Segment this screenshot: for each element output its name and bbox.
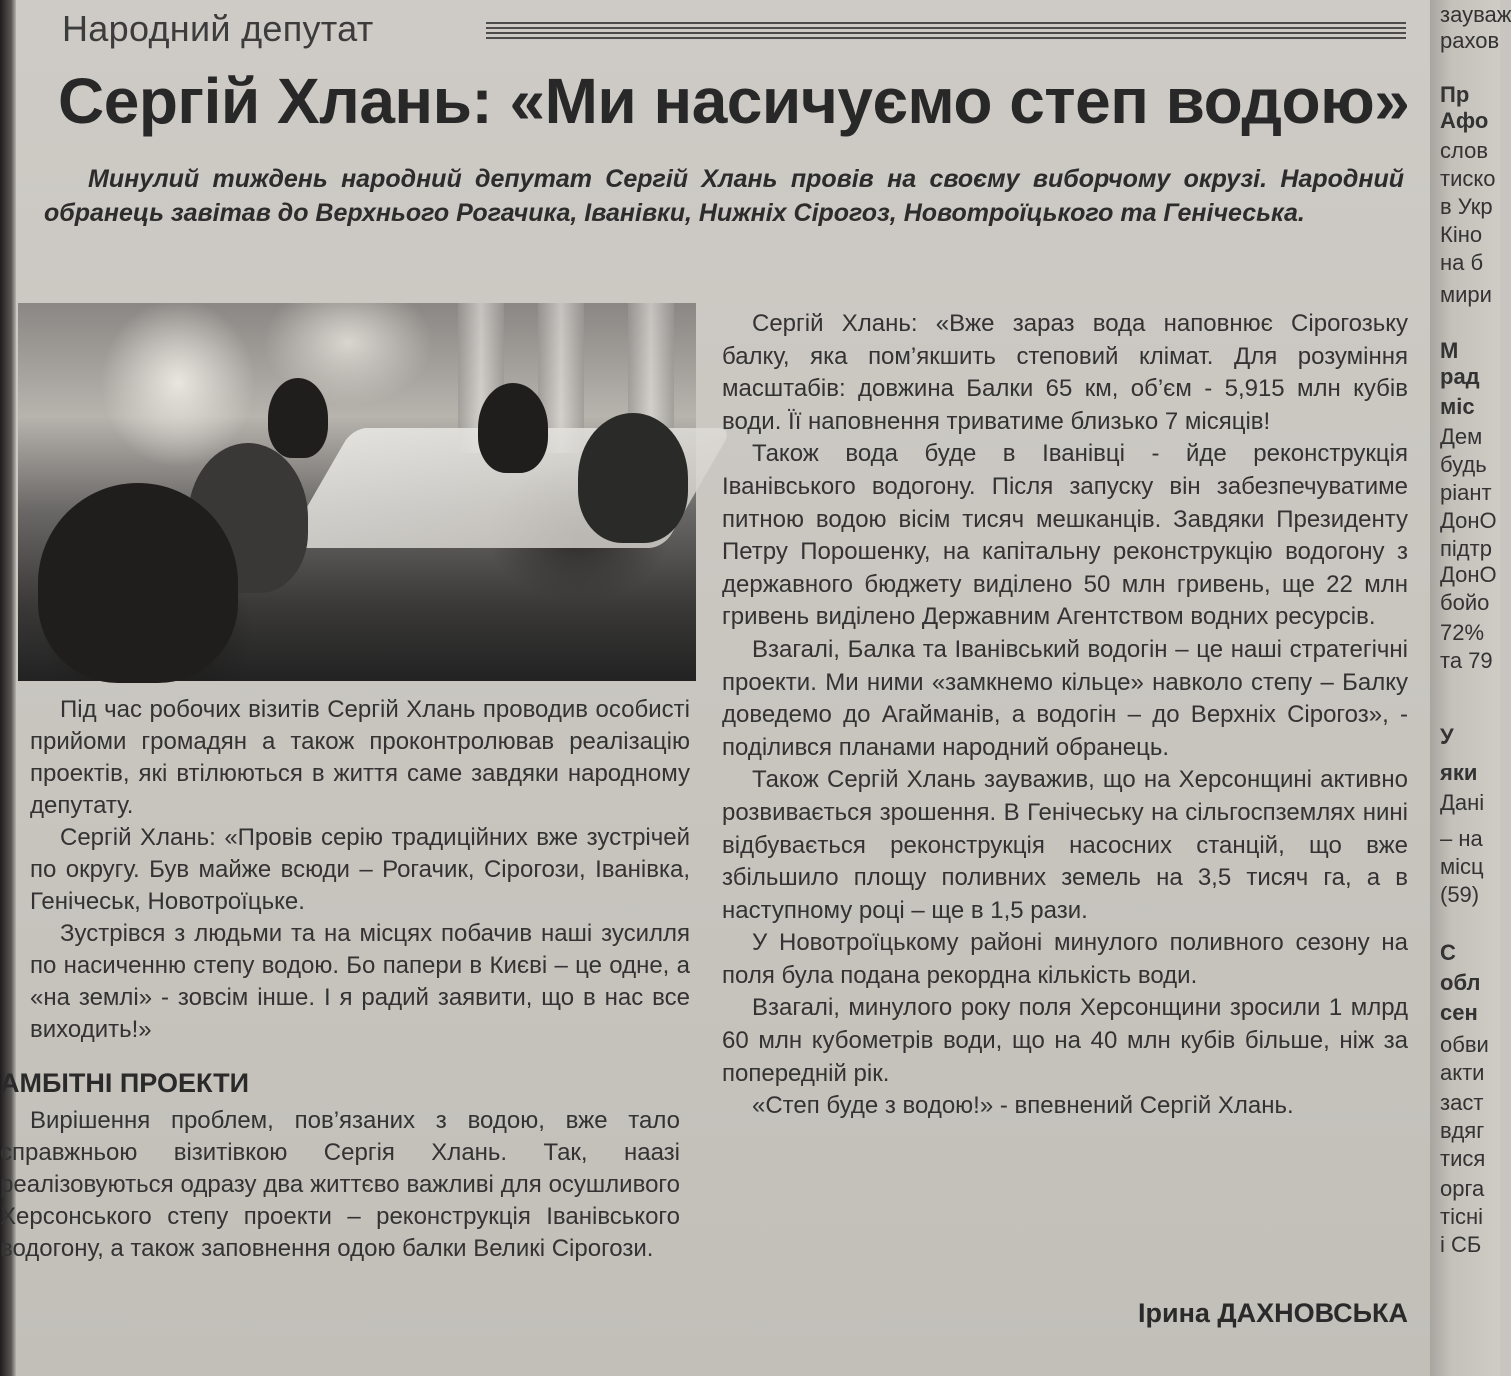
adjacent-column-line: Афо	[1440, 108, 1489, 133]
adjacent-column-line: і СБ	[1440, 1232, 1482, 1257]
adjacent-column-line: орга	[1440, 1176, 1485, 1201]
adjacent-column-line: ДонО	[1440, 562, 1497, 587]
adjacent-column-line: вдяг	[1440, 1118, 1485, 1143]
adjacent-column-line: рад	[1440, 364, 1480, 389]
adjacent-column-line: будь	[1440, 452, 1487, 477]
photo-caption	[30, 694, 690, 1046]
adjacent-column-line: Кіно	[1440, 222, 1483, 247]
adjacent-column-line: обви	[1440, 1032, 1489, 1057]
body-paragraph: Сергій Хлань: «Вже зараз вода наповнює Сірогозьку балку, яка пом’якшить степовий клімат. Для розуміння масштабів: довжина Балки 65 км, об’єм - 5,915 млн кубів води. Її наповнення триватиме близько 7 місяців!	[722, 310, 1408, 435]
lead-paragraph: Минулий тиждень народний депутат Сергій Хлань провів на своєму виборчому окрузі. Народний обранець завітав до Верхнього Рогачика, Іванівки, Нижніх Сірогоз, Новотроїцького та Генічеська.	[44, 165, 1404, 227]
body-paragraph: Взагалі, Балка та Іванівський водогін – це наші стратегічні проекти. Ми ними «замкнемо кільце» навколо степу – Балку доведемо до Агайманів, а водогін – до Верхніх Сірогоз», - поділився планами народний обранець.	[722, 635, 1408, 761]
body-paragraph: Також вода буде в Іванівці - йде реконструкція Іванівського водогону. Після запуску він забезпечуватиме питною водою вісім тисяч мешканців. Завдяки Президенту Петру Порошенку, на капітальну реконструкцію водогону з державного бюджету виділено 50 млн гривень, ще 22 млн гривень виділено Державним Агентством водних ресурсів.	[722, 440, 1408, 631]
article-headline: Сергій Хлань: «Ми насичуємо степ водою»	[58, 65, 1410, 137]
adjacent-column-line: місц	[1440, 854, 1484, 879]
photo-person	[478, 383, 548, 473]
caption-paragraph: Зустрівся з людьми та на місцях побачив наші зусилля по насиченню степу водою. Бо папери в Києві – це одне, а «на землі» - зовсім інше. І я радий заявити, що в нас все виходить!»	[30, 920, 690, 1043]
adjacent-column-line: С	[1440, 940, 1456, 965]
adjacent-column-line: обл	[1440, 970, 1481, 995]
caption-paragraph: Під час робочих візитів Сергій Хлань проводив особисті прийоми громадян а також проконтролював реалізацію проектів, які втілюються в життя саме завдяки народному депутату.	[30, 696, 690, 819]
adjacent-column-line: рахов	[1440, 28, 1500, 53]
adjacent-column-line: Дем	[1440, 424, 1483, 449]
adjacent-column-line: в Укр	[1440, 194, 1493, 219]
adjacent-column-line: Пр	[1440, 82, 1470, 107]
adjacent-column-line: слов	[1440, 138, 1489, 163]
adjacent-column-line: мири	[1440, 282, 1492, 307]
adjacent-column-line: міс	[1440, 394, 1475, 419]
right-text-column	[722, 308, 1408, 1123]
adjacent-column-line: – на	[1440, 826, 1483, 851]
adjacent-column-line: на б	[1440, 250, 1484, 275]
adjacent-column-line: сен	[1440, 1000, 1478, 1025]
body-paragraph: У Новотроїцькому районі минулого поливного сезону на поля була подана рекордна кількість води.	[722, 929, 1408, 989]
section-heading: АМБІТНІ ПРОЕКТИ	[0, 1068, 250, 1098]
body-paragraph: Взагалі, минулого року поля Херсонщини зросили 1 млрд 60 млн кубометрів води, що на 40 млн кубів більше, ніж за попередній рік.	[722, 994, 1408, 1087]
photo-person	[268, 378, 328, 458]
rubric-rule	[486, 22, 1406, 42]
adjacent-column-line: У	[1440, 724, 1454, 749]
adjacent-column-fragment	[1430, 0, 1511, 1376]
author-byline: Ірина ДАХНОВСЬКА	[1137, 1298, 1408, 1328]
adjacent-column-line: тися	[1440, 1146, 1486, 1171]
adjacent-column-line: ДонО	[1440, 508, 1497, 533]
adjacent-column-line: бойо	[1440, 590, 1490, 615]
section-paragraph: Вирішення проблем, пов’язаних з водою, вже тало справжньою візитівкою Сергія Хлань. Так, наазі реалізовуються одразу два життєво важливі для осушливого Херсонського степу проекти – реконструкція Іванівського водогону, а також заповнення одою балки Великі Сірогози.	[0, 1107, 680, 1262]
adjacent-column-line: (59)	[1440, 882, 1480, 907]
adjacent-column-line: 72%	[1440, 620, 1485, 645]
adjacent-column-line: яки	[1440, 760, 1478, 785]
adjacent-column-line: акти	[1440, 1060, 1485, 1085]
adjacent-column-line: зауваж	[1440, 2, 1511, 27]
adjacent-column-line: підтр	[1440, 536, 1492, 561]
body-paragraph: Також Сергій Хлань зауважив, що на Херсонщині активно розвивається зрошення. В Генічеську на сільгоспземлях нині відбувається реконструкція насосних станцій, що вже збільшило площу поливних земель на 3,5 тисяч га, а в наступному році – ще в 1,5 рази.	[722, 766, 1408, 924]
body-paragraph: «Степ буде з водою!» - впевнений Сергій Хлань.	[752, 1092, 1294, 1120]
adjacent-column-line: тісні	[1440, 1204, 1484, 1229]
adjacent-column-line: тиско	[1440, 166, 1496, 191]
adjacent-column-line: ріант	[1440, 480, 1492, 505]
adjacent-column-line: заст	[1440, 1090, 1484, 1115]
adjacent-column-line: Дані	[1440, 790, 1485, 815]
section-body	[0, 1105, 680, 1265]
caption-paragraph: Сергій Хлань: «Провів серію традиційних вже зустрічей по округу. Був майже всюди – Рогачик, Сірогози, Іванівка, Генічеськ, Новотроїцьке.	[30, 824, 690, 915]
photo-person	[38, 483, 238, 683]
rubric-label: Народний депутат	[62, 8, 374, 49]
photo-person	[578, 413, 688, 543]
adjacent-column-line: та 79	[1440, 648, 1493, 673]
article-lead	[44, 162, 1404, 230]
article-photo	[18, 303, 696, 681]
adjacent-column-line: М	[1440, 338, 1459, 363]
